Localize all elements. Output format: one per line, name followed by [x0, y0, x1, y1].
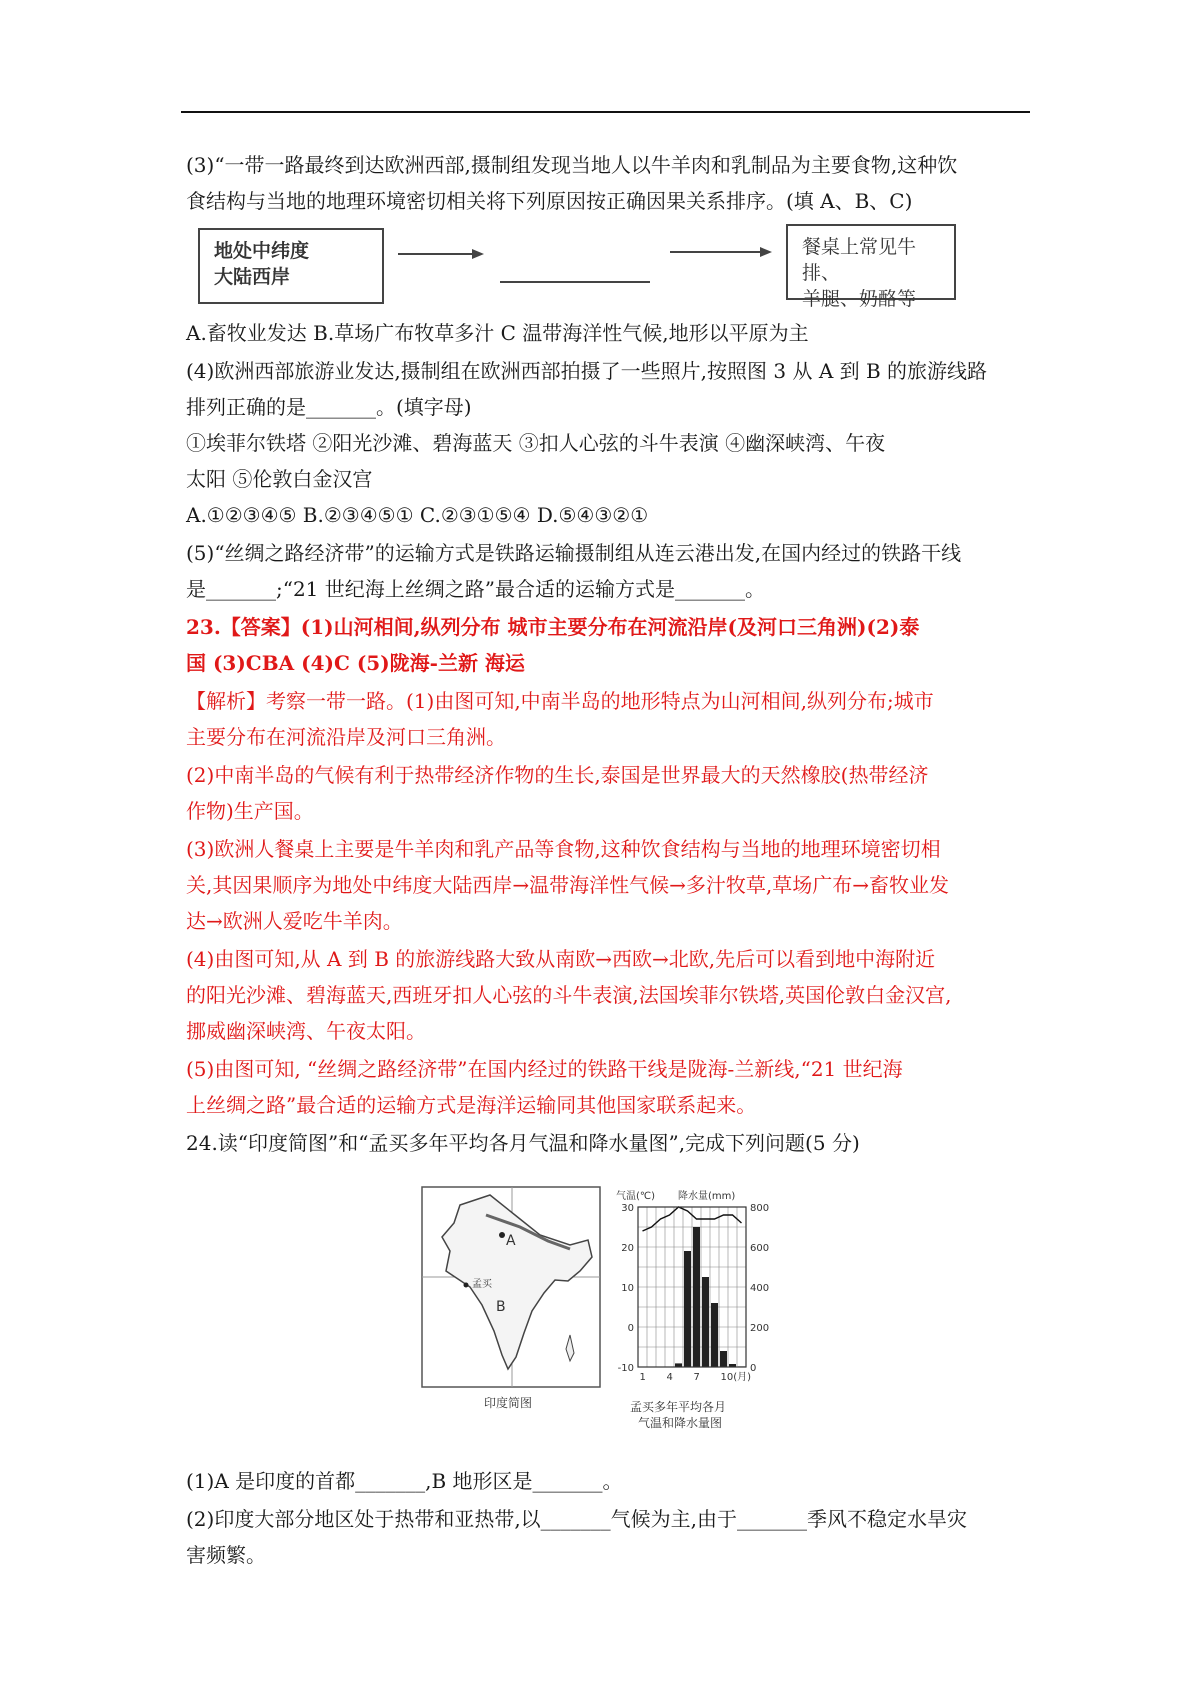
- analysis-line-4: 作物)生产国。: [186, 799, 314, 823]
- precip-bar-6: [684, 1251, 691, 1367]
- map-point-a: [499, 1232, 505, 1238]
- analysis-line-5: (3)欧洲人餐桌上主要是牛羊肉和乳产品等食物,这种饮食结构与当地的地理环境密切相: [186, 837, 941, 861]
- flow-start-line-2: 大陆西岸: [214, 266, 291, 288]
- q4-items-line-2: 太阳 ⑤伦敦白金汉宫: [186, 467, 373, 491]
- map-label-b: B: [496, 1299, 506, 1315]
- flow-start-line-1: 地处中纬度: [214, 240, 310, 262]
- flow-end-line-2: 羊腿、奶酪等: [802, 288, 917, 310]
- q3-text-line-1: (3)“一带一路最终到达欧洲西部,摄制组发现当地人以牛羊肉和乳制品为主要食物,这种饮: [186, 153, 958, 177]
- precip-bar-9: [711, 1303, 718, 1367]
- map-caption: 印度简图: [484, 1396, 533, 1410]
- right-tick-200: 200: [750, 1323, 770, 1334]
- left-tick--10: -10: [617, 1363, 634, 1374]
- flow-end-box: [786, 224, 956, 310]
- left-axis-label: 气温(℃): [616, 1191, 656, 1202]
- x-tick-1: 4: [666, 1372, 673, 1383]
- map-label-mumbai: 孟买: [472, 1279, 492, 1290]
- flow-end-line-1: 餐桌上常见牛排、: [802, 236, 917, 284]
- analysis-line-3: (2)中南半岛的气候有利于热带经济作物的生长,泰国是世界最大的天然橡胶(热带经济: [186, 763, 929, 787]
- analysis-line-8: (4)由图可知,从 A 到 B 的旅游线路大致从南欧→西欧→北欧,先后可以看到地中海附近: [186, 947, 936, 971]
- answer-23-line-2: 国 (3)CBA (4)C (5)陇海-兰新 海运: [186, 651, 525, 675]
- left-tick-0: 0: [627, 1323, 634, 1334]
- right-tick-800: 800: [750, 1203, 770, 1214]
- right-axis-label: 降水量(mm): [678, 1191, 736, 1202]
- answer-23-line-1: 23.【答案】(1)山河相间,纵列分布 城市主要分布在河流沿岸(及河口三角洲)(2)泰: [186, 615, 920, 639]
- map-point-mumbai: [464, 1283, 469, 1288]
- q24-sub-2-line-2: 害频繁。: [186, 1543, 266, 1567]
- analysis-line-11: (5)由图可知, “丝绸之路经济带”在国内经过的铁路干线是陇海-兰新线,“21 世纪海: [186, 1057, 903, 1081]
- q24-figure: [420, 1185, 790, 1430]
- precip-bar-8: [702, 1277, 709, 1367]
- q4-items-line-1: ①埃菲尔铁塔 ②阳光沙滩、碧海蓝天 ③扣人心弦的斗牛表演 ④幽深峡湾、午夜: [186, 431, 886, 455]
- q4-text-line-2: 排列正确的是_______。(填字母): [186, 395, 472, 419]
- precip-bar-10: [720, 1351, 727, 1367]
- flow-arrow-1-head: [472, 249, 484, 259]
- analysis-line-12: 上丝绸之路”最合适的运输方式是海洋运输同其他国家联系起来。: [186, 1093, 757, 1117]
- india-map: [422, 1187, 600, 1410]
- x-tick-3: 10(月): [720, 1372, 752, 1383]
- analysis-line-7: 达→欧洲人爱吃牛羊肉。: [186, 909, 403, 933]
- q24-sub-1: (1)A 是印度的首都_______,B 地形区是_______。: [186, 1469, 623, 1493]
- q5-text-line-2: 是_______;“21 世纪海上丝绸之路”最合适的运输方式是_______。: [186, 577, 765, 601]
- x-tick-2: 7: [693, 1372, 700, 1383]
- q4-options: A.①②③④⑤ B.②③④⑤① C.②③①⑤④ D.⑤④③②①: [186, 503, 649, 527]
- q5-text-line-1: (5)“丝绸之路经济带”的运输方式是铁路运输摄制组从连云港出发,在国内经过的铁路干线: [186, 541, 962, 565]
- analysis-line-10: 挪威幽深峡湾、午夜太阳。: [186, 1019, 426, 1043]
- flow-arrow-2-head: [760, 247, 772, 257]
- right-tick-400: 400: [750, 1283, 770, 1294]
- q3-options: A.畜牧业发达 B.草场广布牧草多汁 C 温带海洋性气候,地形以平原为主: [186, 321, 809, 345]
- analysis-line-6: 关,其因果顺序为地处中纬度大陆西岸→温带海洋性气候→多汁牧草,草场广布→畜牧业发: [186, 873, 949, 897]
- header-rule: [181, 111, 1030, 113]
- right-tick-0: 0: [750, 1363, 757, 1374]
- cause-effect-flowchart: [190, 222, 960, 312]
- left-tick-20: 20: [621, 1243, 634, 1254]
- left-tick-10: 10: [621, 1283, 634, 1294]
- climate-chart: [616, 1189, 769, 1430]
- analysis-line-2: 主要分布在河流沿岸及河口三角洲。: [186, 725, 506, 749]
- x-tick-0: 1: [639, 1372, 646, 1383]
- chart-caption-line-2: 气温和降水量图: [638, 1416, 723, 1430]
- chart-caption-line-1: 孟买多年平均各月: [630, 1400, 727, 1414]
- sri-lanka: [566, 1335, 574, 1361]
- analysis-line-9: 的阳光沙滩、碧海蓝天,西班牙扣人心弦的斗牛表演,法国埃菲尔铁塔,英国伦敦白金汉宫,: [186, 983, 952, 1007]
- left-tick-30: 30: [621, 1203, 634, 1214]
- q3-text-line-2: 食结构与当地的地理环境密切相关将下列原因按正确因果关系排序。(填 A、B、C): [186, 189, 913, 213]
- right-tick-600: 600: [750, 1243, 770, 1254]
- q4-text-line-1: (4)欧洲西部旅游业发达,摄制组在欧洲西部拍摄了一些照片,按照图 3 从 A 到 B 的旅游线路: [186, 359, 988, 383]
- analysis-line-1: 【解析】考察一带一路。(1)由图可知,中南半岛的地形特点为山河相间,纵列分布;城市: [186, 689, 934, 713]
- q24-title: 24.读“印度简图”和“孟买多年平均各月气温和降水量图”,完成下列问题(5 分): [186, 1131, 860, 1155]
- q24-sub-2-line-1: (2)印度大部分地区处于热带和亚热带,以_______气候为主,由于_______季风不稳定水旱灾: [186, 1507, 968, 1531]
- map-label-a: A: [506, 1233, 516, 1249]
- precip-bar-7: [693, 1227, 700, 1367]
